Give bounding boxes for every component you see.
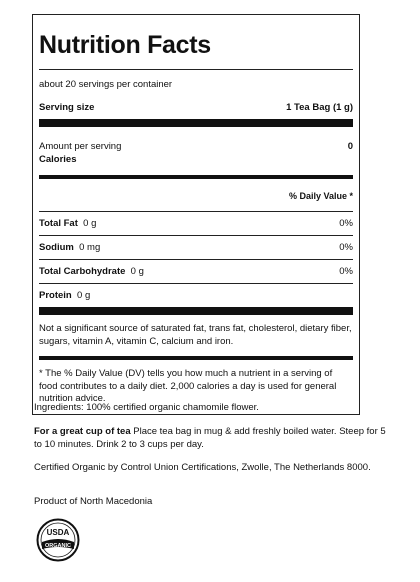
- amount-per-serving: Amount per serving: [39, 141, 122, 152]
- nutrient-amount: 0 g: [77, 290, 91, 301]
- ingredients-text: [34, 402, 394, 415]
- servings-per-container: about 20 servings per container: [39, 79, 173, 90]
- ingredients: Ingredients: 100% certified organic chamomile flower.: [34, 402, 259, 413]
- nutrition-facts-title: Nutrition Facts: [39, 31, 211, 59]
- certification-text: [34, 462, 394, 475]
- calories-block: [39, 127, 353, 175]
- preparation-text: [34, 426, 394, 451]
- calories-label: Calories: [39, 154, 77, 165]
- serving-size-label: Serving size: [39, 102, 95, 113]
- nutrient-row-total-fat: [39, 211, 353, 235]
- insignificant-source-note: Not a significant source of saturated fat, trans fat, cholesterol, dietary fiber, sugars, vitamin A, vitamin C, calcium and iron.: [39, 323, 352, 347]
- thick-divider: [39, 307, 353, 315]
- nutrient-row-protein: [39, 283, 353, 307]
- nutrient-name: Total Carbohydrate: [39, 266, 126, 277]
- seal-bottom-text: ORGANIC: [45, 543, 71, 549]
- nutrient-name: Sodium: [39, 242, 74, 253]
- certification: Certified Organic by Control Union Certifications, Zwolle, The Netherlands 8000.: [34, 462, 371, 473]
- nutrient-name: Total Fat: [39, 218, 78, 229]
- nutrient-amount: 0 g: [130, 266, 144, 277]
- nutrient-row-total-carbohydrate: [39, 259, 353, 283]
- calories-value: 0: [347, 141, 353, 152]
- amount-row: [39, 140, 353, 153]
- preparation-instructions: Place tea bag in mug & add freshly boiled water. Steep for 5 to 10 minutes. Drink 2 to 3 cups per day.: [34, 426, 386, 450]
- thick-divider: [39, 119, 353, 127]
- serving-size-value: 1 Tea Bag (1 g): [286, 102, 353, 113]
- preparation-heading: For a great cup of tea: [34, 426, 131, 437]
- nutrient-amount: 0 mg: [79, 242, 101, 253]
- serving-size-row: [39, 97, 353, 119]
- origin: Product of North Macedonia: [34, 496, 153, 507]
- nutrition-facts-label: [32, 14, 360, 415]
- origin-text: [34, 496, 394, 509]
- nutrient-row-sodium: [39, 235, 353, 259]
- nutrient-dv: 0%: [339, 218, 353, 229]
- daily-value-footnote: * The % Daily Value (DV) tells you how much a nutrient in a serving of food contributes to a daily diet. 2,000 calories a day is used for general nutrition advice.: [39, 368, 337, 404]
- nutrient-dv: 0%: [339, 266, 353, 277]
- nutrient-amount: 0 g: [83, 218, 97, 229]
- daily-value-header: % Daily Value *: [288, 191, 353, 201]
- nutrient-dv: 0%: [339, 242, 353, 253]
- calories-row: [39, 153, 353, 166]
- usda-organic-seal-icon: [36, 518, 80, 562]
- seal-top-text: USDA: [46, 528, 70, 537]
- divider: [39, 69, 353, 70]
- nutrient-name: Protein: [39, 290, 72, 301]
